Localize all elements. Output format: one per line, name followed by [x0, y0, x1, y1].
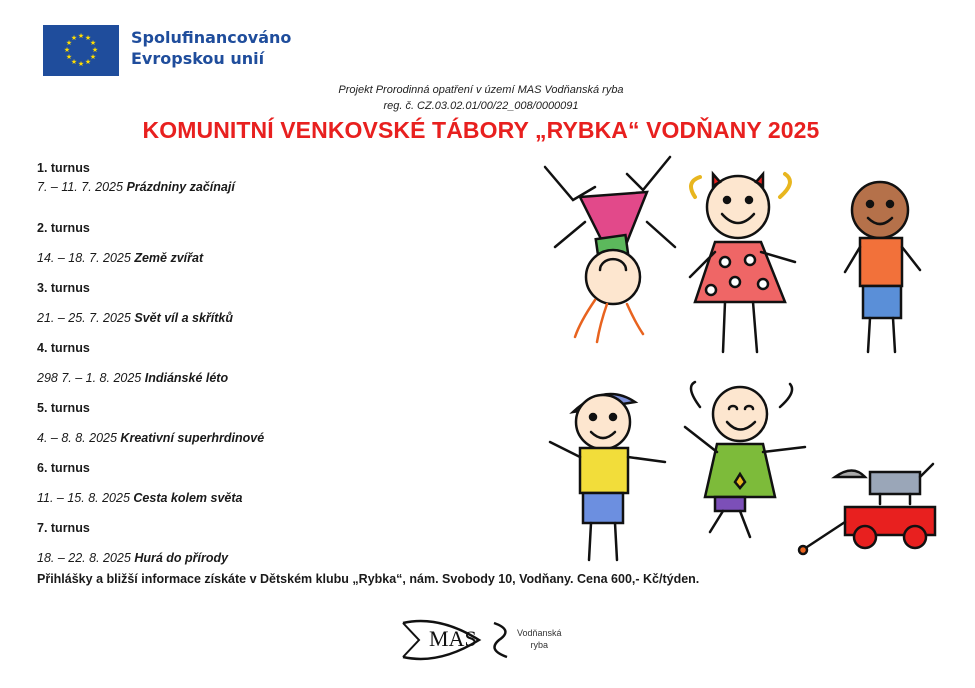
- mas-fish-logo: [399, 615, 517, 665]
- mas-logo-line-1: Vodňanská: [517, 628, 562, 638]
- svg-text:★: ★: [84, 34, 92, 42]
- boy-figure: [845, 182, 920, 352]
- turnus-dates-line: [37, 491, 242, 505]
- turnus-name: 7. turnus: [37, 521, 90, 535]
- svg-text:★: ★: [77, 32, 85, 40]
- turnus-dates-line: [37, 251, 203, 265]
- svg-text:★: ★: [89, 53, 97, 61]
- eu-flag-logo: [43, 25, 119, 76]
- turnus-dates: 14. – 18. 7. 2025: [37, 251, 131, 265]
- turnus-dates: 7. – 11. 7. 2025: [37, 180, 123, 194]
- registration-info: Přihlášky a bližší informace získáte v Dětském klubu „Rybka“, nám. Svobody 10, Vodňany. Cena 600,- Kč/týden.: [37, 572, 700, 586]
- svg-text:★: ★: [65, 39, 73, 47]
- svg-text:★: ★: [77, 60, 85, 68]
- svg-text:★: ★: [84, 58, 92, 66]
- turnus-item-2: [37, 221, 497, 281]
- turnus-theme: Země zvířat: [134, 251, 204, 265]
- turnus-dates: 21. – 25. 7. 2025: [37, 311, 131, 325]
- turnus-dates: 11. – 15. 8. 2025: [37, 491, 130, 505]
- mas-logo-letters: MAS: [429, 626, 477, 651]
- turnus-dates-line: [37, 311, 233, 325]
- turnus-theme: Prázdniny začínají: [126, 180, 235, 194]
- project-line-2: reg. č. CZ.03.02.01/00/22_008/0000091: [383, 100, 579, 112]
- jumping-girl-figure: [685, 382, 805, 537]
- turnus-item-3: [37, 281, 497, 341]
- dog-wagon-figure: [799, 464, 935, 554]
- boy-with-cap-figure: [550, 394, 665, 560]
- page-title: KOMUNITNÍ VENKOVSKÉ TÁBORY „RYBKA“ VODŇANY 2025: [142, 117, 820, 143]
- turnus-theme: Hurá do přírody: [134, 551, 229, 565]
- turnus-dates: 18. – 22. 8. 2025: [37, 551, 131, 565]
- turnus-theme: Cesta kolem světa: [133, 491, 243, 505]
- turnus-theme: Indiánské léto: [144, 371, 229, 385]
- turnus-dates: 298 7. – 1. 8. 2025: [37, 371, 142, 385]
- turnus-list: [37, 161, 497, 581]
- turnus-item-5: [37, 401, 497, 461]
- svg-text:★: ★: [70, 34, 78, 42]
- svg-text:★: ★: [65, 53, 73, 61]
- turnus-dates-line: [37, 371, 228, 385]
- mas-logo-text: [517, 627, 562, 651]
- turnus-name: 2. turnus: [37, 221, 90, 235]
- turnus-name: 6. turnus: [37, 461, 90, 475]
- turnus-item-6: [37, 461, 497, 521]
- turnus-name: 3. turnus: [37, 281, 90, 295]
- eu-cofinancing-text: [131, 27, 291, 69]
- turnus-theme: Svět víl a skřítků: [134, 311, 233, 325]
- svg-text:★: ★: [89, 39, 97, 47]
- upside-down-kid-figure: [545, 157, 675, 342]
- turnus-theme: Kreativní superhrdinové: [120, 431, 265, 445]
- turnus-name: 1. turnus: [37, 161, 90, 175]
- mas-logo-line-2: ryba: [530, 640, 549, 650]
- svg-text:★: ★: [91, 46, 99, 54]
- turnus-name: 5. turnus: [37, 401, 90, 415]
- turnus-dates-line: [37, 431, 264, 445]
- turnus-item-4: [37, 341, 497, 401]
- kids-illustration: [535, 152, 945, 564]
- svg-text:★: ★: [63, 46, 71, 54]
- turnus-dates: 4. – 8. 8. 2025: [37, 431, 117, 445]
- turnus-dates-line: [37, 551, 228, 565]
- turnus-dates-line: [37, 180, 235, 194]
- project-line-1: Projekt Prorodinná opatření v území MAS Vodňanská ryba: [338, 84, 624, 96]
- turnus-name: 4. turnus: [37, 341, 90, 355]
- eu-line-1: Spolufinancováno: [131, 28, 292, 47]
- eu-line-2: Evropskou unií: [131, 49, 265, 68]
- project-info: [0, 82, 962, 114]
- girl-figure: [690, 174, 795, 352]
- svg-text:★: ★: [70, 58, 78, 66]
- turnus-item-1: [37, 161, 497, 221]
